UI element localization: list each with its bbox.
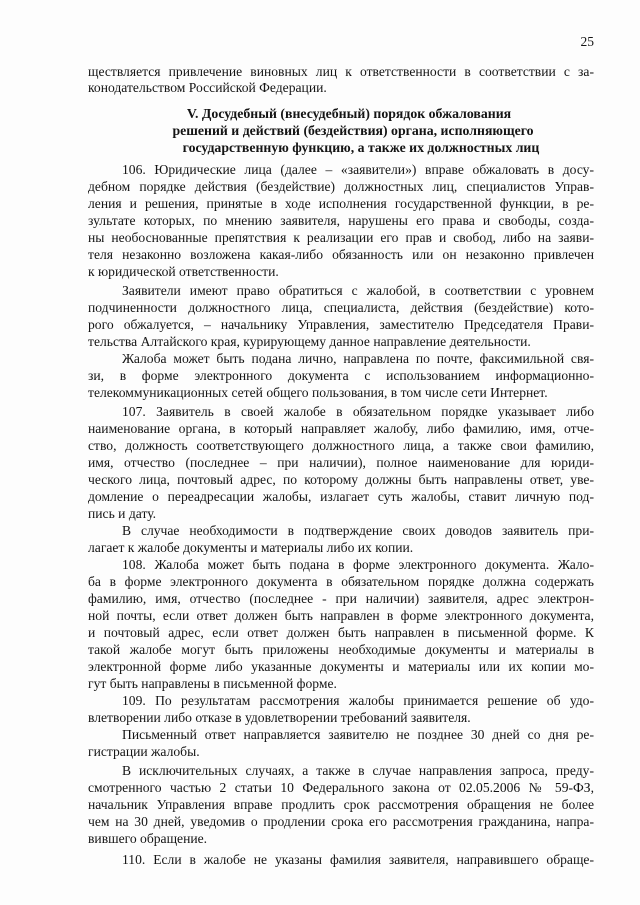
paragraph-line: телекоммуникационных сетей общего пользования, в том числе сети Интернет.: [88, 385, 548, 400]
paragraph-107-line: ческого лица, почтовый адрес, по которому должны быть направлены ответ, уве-: [88, 472, 594, 487]
paragraph-106-line: 106. Юридические лица (далее – «заявители») вправе обжаловать в досу-: [122, 162, 594, 177]
section-heading-line-1: V. Досудебный (внесудебный) порядок обжалования: [186, 106, 512, 121]
page-number: 25: [580, 34, 594, 49]
text-line: ществляется привлечение виновных лиц к ответственности в соответствии с за-: [88, 64, 594, 79]
paragraph-106-line: дебном порядке действия (бездействие) должностных лиц, специалистов Управ-: [88, 179, 594, 194]
paragraph-line: Заявители имеют право обратиться с жалобой, в соответствии с уровнем: [122, 283, 594, 298]
paragraph-107-line: имя, отчество (последнее – при наличии), полное наименование для юриди-: [88, 455, 594, 470]
text-line: конодательством Российской Федерации.: [88, 80, 327, 95]
section-heading-line-2: решений и действий (бездействия) органа, исполняющего: [172, 123, 534, 138]
paragraph-line: Жалоба может быть подана лично, направлена по почте, факсимильной свя-: [122, 351, 594, 366]
paragraph-110-line: 110. Если в жалобе не указаны фамилия заявителя, направившего обраще-: [122, 852, 594, 867]
paragraph-109-line: 109. По результатам рассмотрения жалобы принимается решение об удо-: [122, 693, 594, 708]
paragraph-line: смотренного частью 2 статьи 10 Федерального закона от 02.05.2006 № 59-ФЗ,: [88, 780, 594, 795]
paragraph-line: начальник Управления вправе продлить срок рассмотрения обращения не более: [88, 797, 594, 812]
paragraph-106-line: теля незаконно возложена какая-либо обязанность или он незаконно привлечен: [88, 247, 594, 262]
paragraph-107-line: наименование органа, в который направляет жалобу, либо фамилию, имя, отче-: [88, 421, 594, 436]
paragraph-108-line: такой жалобе могут быть приложены необходимые документы и материалы в: [88, 642, 594, 657]
paragraph-106-line: зультате которых, по мнению заявителя, нарушены его права и свободы, созда-: [88, 213, 594, 228]
paragraph-108-line: 108. Жалоба может быть подана в форме электронного документа. Жало-: [122, 557, 594, 572]
paragraph-line: зи, в форме электронного документа с использованием информационно-: [88, 368, 594, 383]
paragraph-108-line: и почтовый адрес, если ответ должен быть направлен в письменной форме. К: [88, 625, 594, 640]
paragraph-107-line: домление о переадресации жалобы, излагает суть жалобы, ставит личную под-: [88, 489, 594, 504]
paragraph-107-line: 107. Заявитель в своей жалобе в обязательном порядке указывает либо: [122, 404, 594, 419]
paragraph-106-line: ления и решения, принятые в ходе исполнения государственной функции, в ре-: [88, 196, 594, 211]
paragraph-108-line: гут быть направлены в письменной форме.: [88, 676, 337, 691]
paragraph-line: рого обжалуется, – начальнику Управления, заместителю Председателя Прави-: [88, 317, 594, 332]
paragraph-108-line: ба в форме электронного документа в обязательном порядке должна содержать: [88, 574, 594, 589]
paragraph-106-line: к юридической ответственности.: [88, 264, 279, 279]
paragraph-108-line: электронной форме либо указанные документы и материалы или их копии мо-: [88, 659, 594, 674]
paragraph-line: тельства Алтайского края, курирующему данное направление деятельности.: [88, 334, 531, 349]
paragraph-108-line: фамилию, имя, отчество (последнее - при наличии) заявителя, адрес электрон-: [88, 591, 594, 606]
paragraph-107-line: ство, должность соответствующего должностного лица, а также свои фамилию,: [88, 438, 594, 453]
paragraph-line: Письменный ответ направляется заявителю не позднее 30 дней со дня ре-: [122, 727, 594, 742]
section-heading-line-3: государственную функцию, а также их должностных лиц: [182, 140, 540, 155]
paragraph-106-line: ны необоснованные препятствия к реализации его прав и свобод, либо на заяви-: [88, 230, 594, 245]
paragraph-line: подчиненности должностного лица, специалиста, действия (бездействие) кото-: [88, 300, 594, 315]
paragraph-line: В случае необходимости в подтверждение своих доводов заявитель при-: [122, 523, 594, 538]
paragraph-line: В исключительных случаях, а также в случае направления запроса, преду-: [122, 763, 594, 778]
paragraph-107-line: пись и дату.: [88, 506, 157, 521]
paragraph-109-line: влетворении либо отказе в удовлетворении требований заявителя.: [88, 710, 471, 725]
paragraph-line: вившего обращение.: [88, 831, 208, 846]
paragraph-line: чем на 30 дней, уведомив о продлении срока его рассмотрения гражданина, напра-: [88, 814, 594, 829]
paragraph-108-line: ной почты, если ответ должен быть направлен в форме электронного документа,: [88, 608, 594, 623]
paragraph-line: гистрации жалобы.: [88, 744, 200, 759]
paragraph-line: лагает к жалобе документы и материалы либо их копии.: [88, 540, 414, 555]
